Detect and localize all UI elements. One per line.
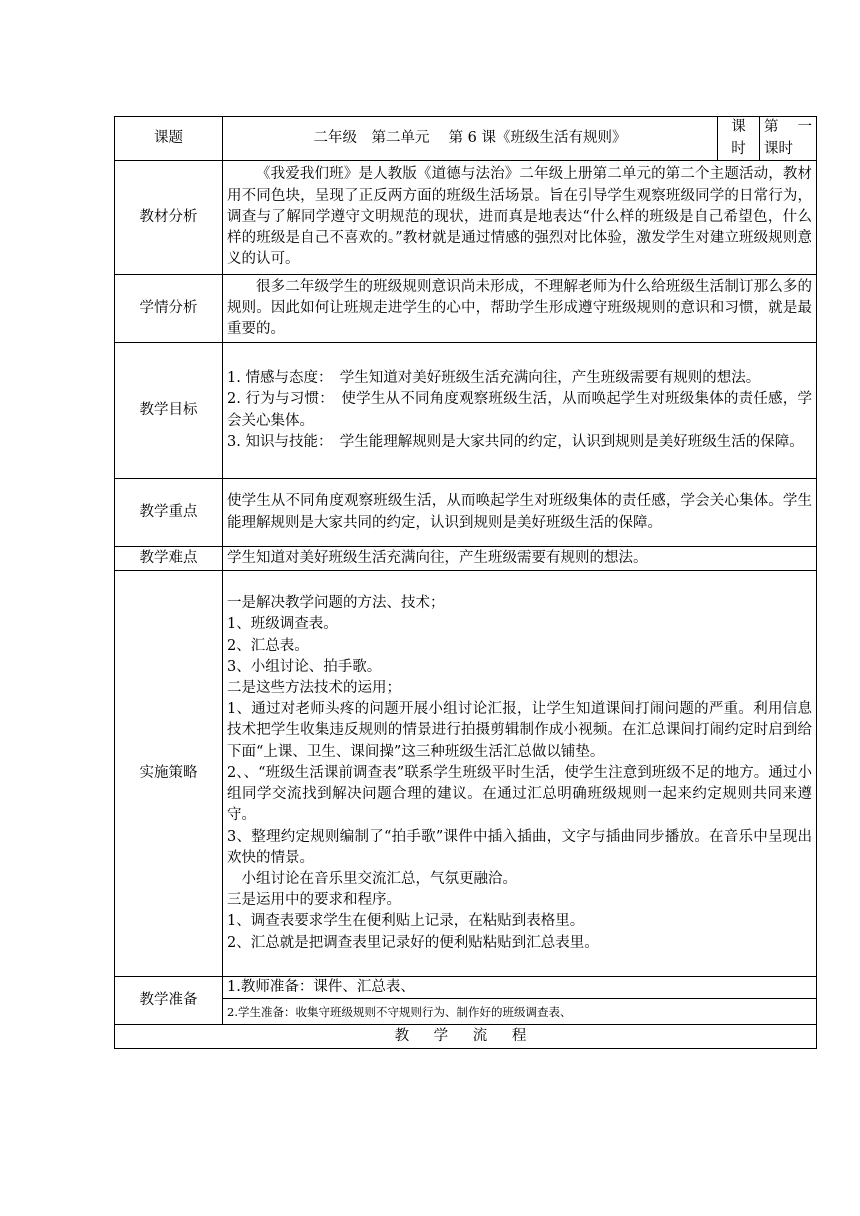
textbook-label: 教材分析 — [115, 161, 223, 275]
key-points-text: 使学生从不同角度观察班级生活，从而唤起学生对班级集体的责任感，学会关心集体。学生能理解规则是大家共同的约定，认识到规则是美好班级生活的保障。 — [227, 493, 812, 531]
flow-title: 教 学 流 程 — [115, 1025, 817, 1049]
strategy-line: 2、、“班级生活课前调查表”联系学生班级平时生活，使学生注意到班级不足的地方。通过小组同学交流找到解决问题合理的建议。在通过汇总明确班级规则一起来约定规则共同来遵守。 — [227, 764, 812, 824]
period-value-line2: 课时 — [764, 140, 793, 157]
strategy-label: 实施策略 — [115, 571, 223, 977]
lesson-plan-table — [114, 116, 817, 1049]
students-label: 学情分析 — [115, 275, 223, 343]
strategy-line: 2、汇总就是把调查表里记录好的便利贴粘贴到汇总表里。 — [227, 934, 599, 951]
goal-item: 2. 行为与习惯： 使学生从不同角度观察班级生活，从而唤起学生对班级集体的责任感，学会关心集体。 — [227, 391, 812, 429]
students-content — [223, 275, 817, 343]
period-value-line1: 第 一 — [764, 119, 812, 136]
period-value — [760, 117, 817, 161]
key-points-content — [223, 479, 817, 547]
strategy-line: 小组讨论在音乐里交流汇总，气氛更融洽。 — [227, 870, 517, 887]
goals-row — [115, 343, 817, 479]
textbook-content — [223, 161, 817, 275]
difficulties-text: 学生知道对美好班级生活充满向往，产生班级需要有规则的想法。 — [227, 549, 648, 566]
difficulties-content — [223, 547, 817, 571]
students-row — [115, 275, 817, 343]
key-points-label: 教学重点 — [115, 479, 223, 547]
strategy-line: 1、调查表要求学生在便利贴上记录，在粘贴到表格里。 — [227, 913, 585, 930]
topic-value: 二年级 第二单元 第 6 课《班级生活有规则》 — [223, 117, 718, 161]
topic-label: 课题 — [115, 117, 223, 161]
strategy-row — [115, 571, 817, 977]
strategy-content — [223, 571, 817, 977]
preparation-student: 2.学生准备：收集守班级规则不守规则行为、制作好的班级调查表、 — [223, 999, 817, 1025]
period-label-line2: 时 — [731, 140, 746, 157]
preparation-label: 教学准备 — [115, 977, 223, 1025]
strategy-line: 二是这些方法技术的运用； — [227, 680, 401, 697]
topic-row — [115, 117, 817, 161]
strategy-line: 3、小组讨论、拍手歌。 — [227, 658, 382, 675]
difficulties-label: 教学难点 — [115, 547, 223, 571]
strategy-line: 3、整理约定规则编制了“拍手歌”课件中插入插曲，文字与插曲同步播放。在音乐中呈现出欢快的情景。 — [227, 828, 812, 866]
strategy-line: 2、汇总表。 — [227, 637, 309, 654]
goals-content — [223, 343, 817, 479]
strategy-line: 1、通过对老师头疼的问题开展小组讨论汇报，让学生知道课间打闹问题的严重。利用信息技术把学生收集违反规则的情景进行拍摄剪辑制作成小视频。在汇总课间打闹约定时启到给下面“上课、卫生、课间操”这三种班级生活汇总做以铺垫。 — [227, 701, 812, 760]
difficulties-row — [115, 547, 817, 571]
strategy-line: 1、班级调查表。 — [227, 616, 338, 633]
textbook-text: 《我爱我们班》是人教版《道德与法治》二年级上册第二单元的第二个主题活动，教材用不同色块，呈现了正反两方面的班级生活场景。旨在引导学生观察班级同学的日常行为，调查与了解同学遵守文明规范的现状，进而真是地表达“什么样的班级是自己希望色，什么样的班级是自己不喜欢的。”教材就是通过情感的强烈对比体验，激发学生对建立班级规则意义的认可。 — [227, 166, 812, 268]
goals-label: 教学目标 — [115, 343, 223, 479]
preparation-teacher-row — [115, 977, 817, 999]
students-text: 很多二年级学生的班级规则意识尚未形成，不理解老师为什么给班级生活制订那么多的规则。因此如何让班规走进学生的心中，帮助学生形成遵守班级规则的意识和习惯，就是最重要的。 — [227, 278, 812, 338]
goal-item: 1. 情感与态度： 学生知道对美好班级生活充满向往，产生班级需要有规则的想法。 — [227, 370, 761, 387]
period-label — [718, 117, 760, 161]
textbook-row — [115, 161, 817, 275]
flow-row — [115, 1025, 817, 1049]
strategy-line: 一是解决教学问题的方法、技术； — [227, 595, 445, 612]
period-label-line1: 课 — [731, 119, 746, 136]
key-points-row — [115, 479, 817, 547]
strategy-line: 三是运用中的要求和程序。 — [227, 892, 401, 909]
goal-item: 3. 知识与技能： 学生能理解规则是大家共同的约定，认识到规则是美好班级生活的保障。 — [227, 433, 804, 450]
preparation-teacher: 1.教师准备：课件、汇总表、 — [223, 977, 817, 999]
